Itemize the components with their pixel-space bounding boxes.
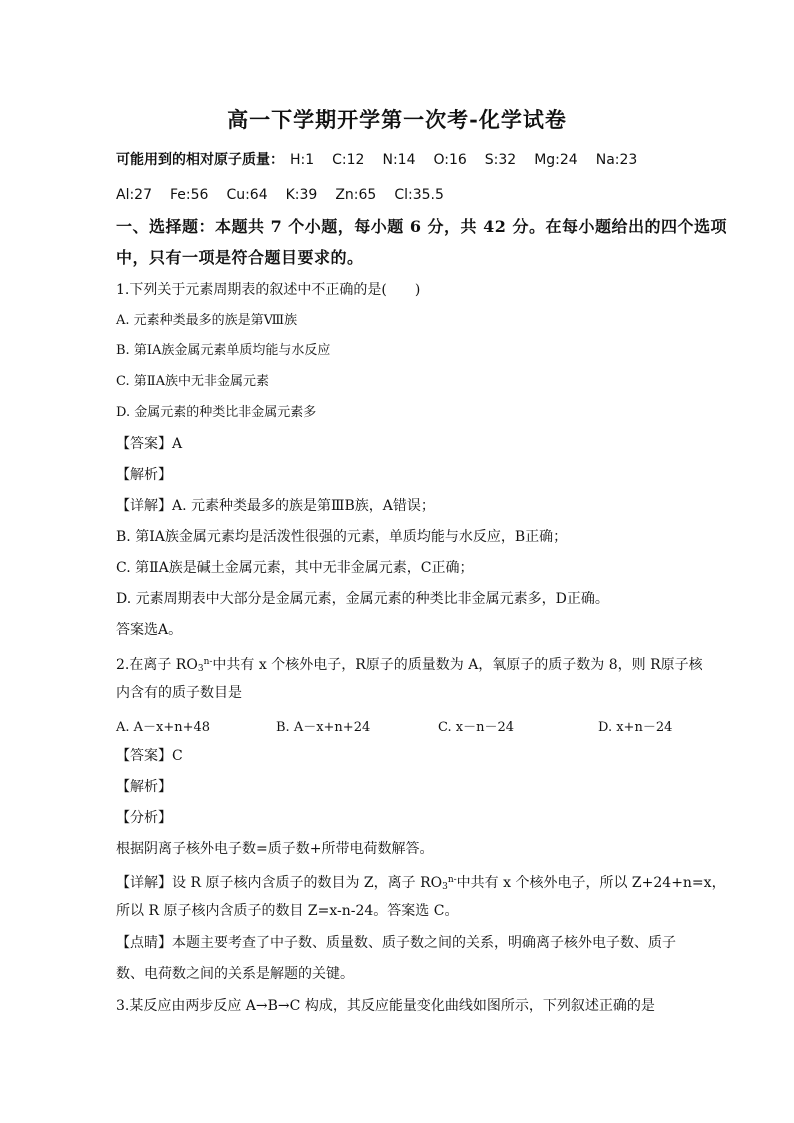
mass-item: C:12 — [332, 152, 365, 168]
mass-item: Cl:35.5 — [394, 187, 444, 203]
q1-option-b: B. 第ⅠA族金属元素单质均能与水反应 — [116, 343, 331, 358]
page-title: 高一下学期开学第一次考-化学试卷 — [227, 107, 567, 132]
q2-option-b: B. A－x+n+24 — [276, 720, 371, 735]
q1-conclusion: 答案选A。 — [116, 622, 183, 638]
atomic-mass-row-1 — [116, 150, 655, 170]
q2-option-d: D. x+n－24 — [598, 720, 673, 735]
q1-detail-line: C. 第ⅡA族是碱土金属元素，其中无非金属元素，C正确； — [116, 560, 474, 576]
q2-fenxi: 根据阴离子核外电子数=质子数+所带电荷数解答。 — [116, 841, 434, 857]
q2-fenxi-label: 【分析】 — [116, 810, 172, 826]
q2-stem-part: 2.在离子 RO — [116, 657, 198, 673]
q2-detail-part: 【详解】设 R 原子核内含质子的数目为 Z，离子 RO — [116, 875, 443, 891]
q2-answer: 【答案】C — [116, 748, 183, 764]
mass-item: Cu:64 — [226, 187, 268, 203]
section-heading-line-2: 中，只有一项是符合题目要求的。 — [116, 248, 364, 267]
mass-item: H:1 — [290, 152, 315, 168]
mass-item: K:39 — [285, 187, 318, 203]
q2-dianjing-line-1: 【点睛】本题主要考查了中子数、质量数、质子数之间的关系，明确离子核外电子数、质子 — [116, 935, 676, 951]
mass-item: Zn:65 — [335, 187, 377, 203]
q2-stem-part: 中共有 x 个核外电子，R原子的质量数为 A，氧原子的质子数为 8，则 R原子核 — [212, 657, 703, 673]
superscript: n- — [447, 875, 457, 885]
subscript: 3 — [442, 882, 448, 892]
q1-detail-line: B. 第ⅠA族金属元素均是活泼性很强的元素，单质均能与水反应，B正确； — [116, 529, 568, 545]
q2-dianjing-line-2: 数、电荷数之间的关系是解题的关键。 — [116, 966, 354, 982]
q2-detail-line-2: 所以 R 原子核内含质子的数目 Z=x-n-24。答案选 C。 — [116, 903, 459, 919]
mass-item: O:16 — [433, 152, 467, 168]
mass-item: Na:23 — [595, 152, 638, 168]
q1-option-c: C. 第ⅡA族中无非金属元素 — [116, 374, 269, 389]
mass-item: N:14 — [382, 152, 416, 168]
mass-item: Mg:24 — [534, 152, 578, 168]
q2-option-c: C. x－n－24 — [438, 720, 514, 735]
q1-detail-line: 【详解】A. 元素种类最多的族是第ⅢB族，A错误； — [116, 498, 435, 514]
subscript: 3 — [197, 664, 204, 674]
q2-stem-line-2: 内含有的质子数目是 — [116, 685, 242, 701]
q2-detail — [116, 870, 726, 897]
atomic-mass-label: 可能用到的相对原子质量： — [116, 152, 284, 168]
q2-stem — [116, 652, 703, 679]
mass-item: Fe:56 — [170, 187, 209, 203]
q1-answer: 【答案】A — [116, 436, 183, 452]
mass-item: S:32 — [484, 152, 517, 168]
q1-analysis-label: 【解析】 — [116, 467, 172, 483]
q2-option-a: A. A－x+n+48 — [116, 720, 211, 735]
section-heading-line-1: 一、选择题：本题共 7 个小题，每小题 6 分，共 42 分。在每小题给出的四个选项 — [116, 217, 727, 236]
q1-stem: 1.下列关于元素周期表的叙述中不正确的是( ) — [116, 282, 421, 298]
superscript: n- — [203, 657, 213, 667]
q1-detail-line: D. 元素周期表中大部分是金属元素，金属元素的种类比非金属元素多，D正确。 — [116, 591, 609, 607]
q2-analysis-label: 【解析】 — [116, 779, 172, 795]
atomic-mass-row-2 — [116, 185, 462, 205]
q1-option-d: D. 金属元素的种类比非金属元素多 — [116, 405, 317, 420]
q1-option-a: A. 元素种类最多的族是第Ⅷ族 — [116, 313, 298, 328]
q3-stem: 3.某反应由两步反应 A→B→C 构成，其反应能量变化曲线如图所示，下列叙述正确的是 — [116, 998, 655, 1014]
q2-detail-part: 中共有 x 个核外电子，所以 Z+24+n=x， — [456, 875, 726, 891]
mass-item: Al:27 — [116, 187, 152, 203]
